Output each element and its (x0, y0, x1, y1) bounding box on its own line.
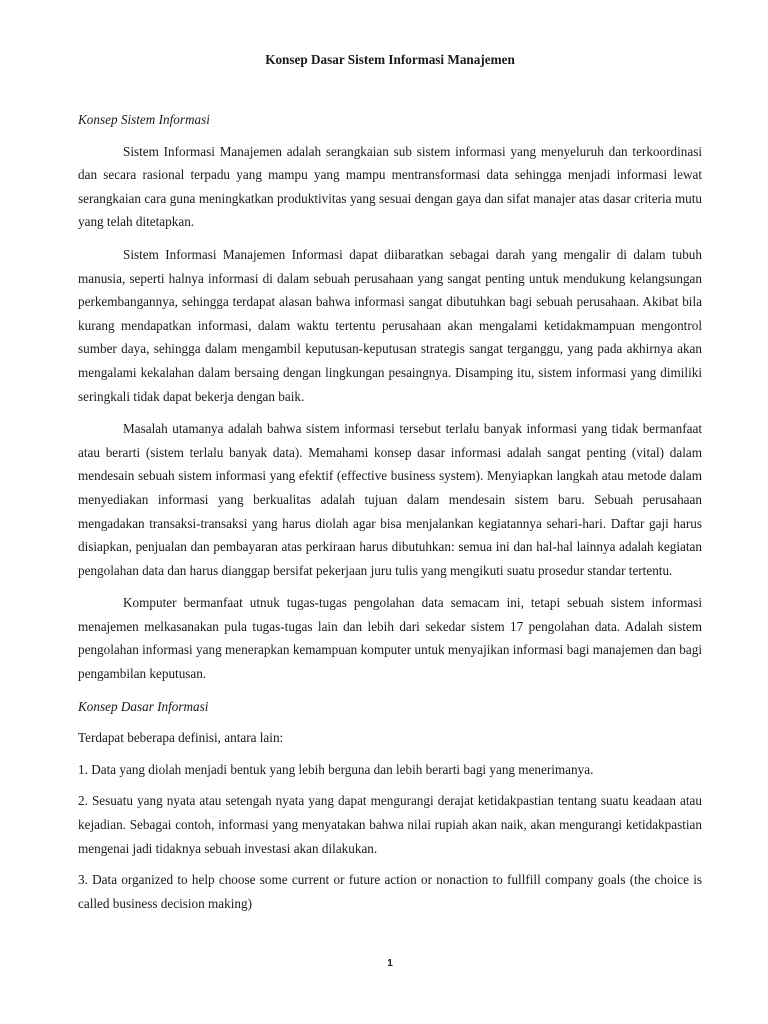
definition-item: 2. Sesuatu yang nyata atau setengah nyata yang dapat mengurangi derajat ketidakpastian tentang suatu keadaan atau kejadian. Sebagai contoh, informasi yang menyatakan bahwa nilai rupiah akan naik, akan mengurangi ketidakpastian mengenai jadi tidaknya sebuah investasi akan dilakukan. (78, 793, 702, 856)
paragraph: Komputer bermanfaat utnuk tugas-tugas pengolahan data semacam ini, tetapi sebuah sistem informasi menajemen melkasanakan pula tugas-tugas lain dan lebih dari sekedar sistem 17 pengolahan data. Adalah sistem pengolahan informasi yang menerapkan kemampuan komputer untuk menyajikan informasi bagi manajemen dan bagi pengambilan keputusan. (78, 595, 702, 682)
document-page (78, 0, 702, 1024)
section-heading: Konsep Sistem Informasi (78, 112, 210, 127)
definition-intro: Terdapat beberapa definisi, antara lain: (78, 730, 284, 746)
section-konsep-dasar-informasi (78, 695, 702, 916)
section-konsep-sistem-informasi (78, 108, 702, 686)
section-heading: Konsep Dasar Informasi (78, 698, 209, 714)
document-body (78, 108, 702, 923)
page-number: 1 (387, 958, 393, 969)
paragraph: Sistem Informasi Manajemen Informasi dapat diibaratkan sebagai darah yang mengalir di dalam tubuh manusia, seperti halnya informasi di dalam sebuah perusahaan yang sangat penting untuk mendukung kelangsungan perkembangannya, sehingga terdapat alasan bahwa informasi sangat dibutuhkan bagi sebuah perusahaan. Akibat bila kurang mendapatkan informasi, dalam waktu tertentu perusahaan akan mengalami ketidakmampuan mengontrol sumber daya, sehingga dalam mengambil keputusan-keputusan strategis sangat terganggu, yang pada akhirnya akan mengalami kekalahan dalam bersaing dengan lingkungan pesaingnya. Disamping itu, sistem informasi yang dimiliki seringkali tidak dapat bekerja dengan baik. (78, 246, 702, 404)
paragraph: Sistem Informasi Manajemen adalah serangkaian sub sistem informasi yang menyeluruh dan terkoordinasi dan secara rasional terpadu yang mampu yang mampu mentransformasi data sehingga menjadi informasi lewat serangkaian cara guna meningkatkan produktivitas yang sesuai dengan gaya dan sifat manajer atas dasar criteria mutu yang telah ditetapkan. (78, 143, 702, 230)
definition-item: 3. Data organized to help choose some current or future action or nonaction to fullfill company goals (the choice is called business decision making) (78, 872, 702, 911)
definition-item: 1. Data yang diolah menjadi bentuk yang lebih berguna dan lebih berarti bagi yang menerimanya. (78, 761, 594, 777)
paragraph: Masalah utamanya adalah bahwa sistem informasi tersebut terlalu banyak informasi yang tidak bermanfaat atau berarti (sistem terlalu banyak data). Memahami konsep dasar informasi adalah sangat penting (vital) dalam mendesain sebuah sistem informasi yang efektif (effective business system). Menyiapkan langkah atau metode dalam menyediakan informasi yang berkualitas adalah tujuan dalam mendesain sistem baru. Sebuah perusahaan mengadakan transaksi-transaksi yang harus diolah agar bisa menjalankan kegiatannya sehari-hari. Daftar gaji harus disiapkan, penjualan dan pembayaran atas perkiraan harus dibutuhkan: semua ini dan hal-hal lainnya adalah kegiatan pengolahan data dan harus dianggap bersifat pekerjaan juru tulis yang mengikuti suatu prosedur standar tertentu. (78, 421, 702, 578)
document-title: Konsep Dasar Sistem Informasi Manajemen (265, 52, 515, 67)
